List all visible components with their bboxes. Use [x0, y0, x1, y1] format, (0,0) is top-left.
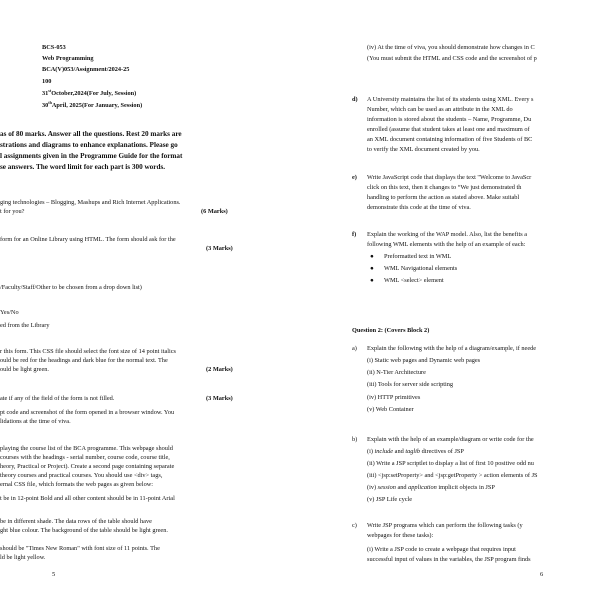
- question-1d-label: d): [352, 96, 358, 103]
- question-1e-line-1: Write JavaScript code that displays the text "Welcome to JavaScr: [367, 174, 532, 181]
- question-1f-line-2: following WML elements with the help of an example of each:: [367, 241, 526, 248]
- question-1a-line-2: t for you?: [0, 208, 25, 215]
- course-code: BCS-053: [42, 44, 66, 51]
- question-1d-line-2: Number, which can be used as an attribute in the XML do: [367, 106, 513, 113]
- question-1d-line-4: enrolled (assume that student takes at least one and maximum of: [367, 126, 530, 133]
- question-2c-line-4: successful input of values in the variables, the JSP program finds: [367, 556, 531, 563]
- instructions-line-2: strations and diagrams to enhance explanations. Please go: [0, 141, 178, 149]
- question-2b-item-4: (iv) session and application implicit objects in JSP: [367, 484, 495, 491]
- question-2c-line-1: Write JSP programs which can perform the following tasks (y: [367, 522, 523, 529]
- question-1e-line-3: heory, Practical or Project). Create a second page containing separate: [0, 463, 175, 470]
- form-field-issued: ed from the Library: [0, 322, 50, 329]
- question-2b-item-5: (v) JSP Life cycle: [367, 496, 413, 503]
- question-2b-item-2: (ii) Write a JSP scriptlet to display a list of first 10 positive odd nu: [367, 460, 534, 467]
- question-1d-line-2: pt code and screenshot of the form opened in a browser window. You: [0, 409, 175, 416]
- question-2a-item-2: (ii) N-Tier Architecture: [367, 369, 426, 376]
- question-1e-line-5: ernal CSS file, which formats the web pages as given below:: [0, 481, 154, 488]
- question-1e-line-4: theory courses and practical courses. You should use <div> tags,: [0, 472, 163, 479]
- bullet-item-1: Preformatted text in WML: [384, 253, 452, 260]
- page-number: 5: [52, 571, 56, 578]
- question-2b-label: b): [352, 436, 358, 443]
- bullet-item-3: WML <select> element: [384, 277, 444, 284]
- question-1b-line-1: form for an Online Library using HTML. The form should ask for the: [0, 236, 176, 243]
- question-2b-item-3: (iii) <jsp:setProperty> and <jsp:getProperty > action elements of JS: [367, 472, 538, 479]
- question-1e-line-10: ld be light yellow.: [0, 554, 46, 561]
- course-title: Web Programming: [42, 55, 94, 62]
- question-1d-line-3: information is stored about the students – Name, Programme, Du: [367, 116, 532, 123]
- question-1c-line-1: r this form. This CSS file should select the font size of 14 point italics: [0, 348, 177, 355]
- instructions-line-1: as of 80 marks. Answer all the questions. Rest 20 marks are: [0, 130, 182, 138]
- question-1e-line-7: be in different shade. The data rows of the table should have: [0, 518, 152, 525]
- form-field-yes-no: Yes/No: [0, 309, 19, 316]
- bullet-icon: ●: [370, 253, 374, 260]
- question-1e-line-2: courses with the headings - serial number, course code, course title,: [0, 454, 170, 461]
- question-1d-marks: (3 Marks): [206, 395, 233, 402]
- question-1d-line-5: an XML document containing information of five Students of BC: [367, 136, 533, 143]
- question-2a-item-5: (v) Web Container: [367, 406, 414, 413]
- question-1e-line-1: playing the course list of the BCA programme. This webpage should: [0, 445, 173, 452]
- last-date-july: 31stOctober,2024(For July, Session): [42, 87, 137, 97]
- bullet-icon: ●: [370, 265, 374, 272]
- question-1d-line-1: ate if any of the field of the form is not filled.: [0, 395, 115, 402]
- question-1e-line-8: ght blue colour. The background of the table should be light green.: [0, 527, 168, 534]
- question-1b-marks: (3 Marks): [206, 245, 233, 252]
- question-1c-line-2: ould be red for the headings and dark blue for the normal text. The: [0, 357, 168, 364]
- last-date-january: 30thApril, 2025(For January, Session): [42, 99, 143, 109]
- question-2a-item-1: (i) Static web pages and Dynamic web pages: [367, 357, 481, 364]
- instructions-line-3: l assignments given in the Programme Guide for the format: [0, 152, 183, 160]
- question-1c-line-3: ould be light green.: [0, 366, 49, 373]
- maximum-marks: 100: [42, 78, 52, 85]
- question-2a-line: Explain the following with the help of a diagram/example, if neede: [367, 345, 537, 352]
- question-1e-label: e): [352, 174, 357, 181]
- page-number: 6: [540, 571, 544, 578]
- question-1a-marks: (6 Marks): [201, 208, 228, 215]
- question-1a-line-1: ging technologies – Blogging, Mashups and Rich Internet Applications.: [0, 199, 181, 206]
- question-1c-iv: (iv) At the time of viva, you should demonstrate how changes in C: [367, 44, 535, 51]
- question-1d-line-1: A University maintains the list of its students using XML. Every s: [367, 96, 534, 103]
- question-2-heading: Question 2: (Covers Block 2): [352, 327, 430, 334]
- page-right: [300, 0, 600, 600]
- question-1d-line-6: to verify the XML document created by you.: [367, 146, 480, 153]
- question-1d-line-3: lidations at the time of viva.: [0, 418, 71, 425]
- bullet-item-2: WML Navigational elements: [384, 265, 458, 272]
- question-2b-line: Explain with the help of an example/diagram or write code for the: [367, 436, 534, 443]
- question-1f-label: f): [352, 231, 357, 238]
- submission-note: (You must submit the HTML and CSS code and the screenshot of p: [367, 55, 537, 62]
- question-2a-item-4: (iv) HTTP primitives: [367, 394, 421, 401]
- question-2b-item-1: (i) include and taglib directives of JSP: [367, 448, 464, 455]
- question-1e-line-6: t be in 12-point Bold and all other content should be in 11-point Arial: [0, 495, 175, 502]
- question-2c-label: c): [352, 522, 357, 529]
- question-1e-line-9: should be "Times New Roman" with font size of 11 points. The: [0, 545, 160, 552]
- question-2c-line-2: webpages for these tasks):: [367, 532, 434, 539]
- question-2a-item-3: (iii) Tools for server side scripting: [367, 381, 454, 388]
- question-1f-line-1: Explain the working of the WAP model. Also, list the benefits a: [367, 231, 528, 238]
- bullet-icon: ●: [370, 277, 374, 284]
- question-1c-marks: (2 Marks): [206, 366, 233, 373]
- instructions-line-4: se answers. The word limit for each part is 300 words.: [0, 163, 166, 171]
- question-2a-label: a): [352, 345, 357, 352]
- question-1e-line-3: handling to perform the action as stated above. Make suitabl: [367, 194, 520, 201]
- form-field-category: /Faculty/Staff/Other to be chosen from a drop down list): [0, 284, 142, 291]
- assignment-number: BCA(V)053/Assignment/2024-25: [42, 66, 130, 73]
- question-1e-line-2: click on this text, then it changes to “We just demonstrated th: [367, 184, 522, 191]
- question-1e-line-4: demonstrate this code at the time of viva.: [367, 204, 471, 211]
- question-2c-line-3: (i) Write a JSP code to create a webpage that requires input: [367, 546, 516, 553]
